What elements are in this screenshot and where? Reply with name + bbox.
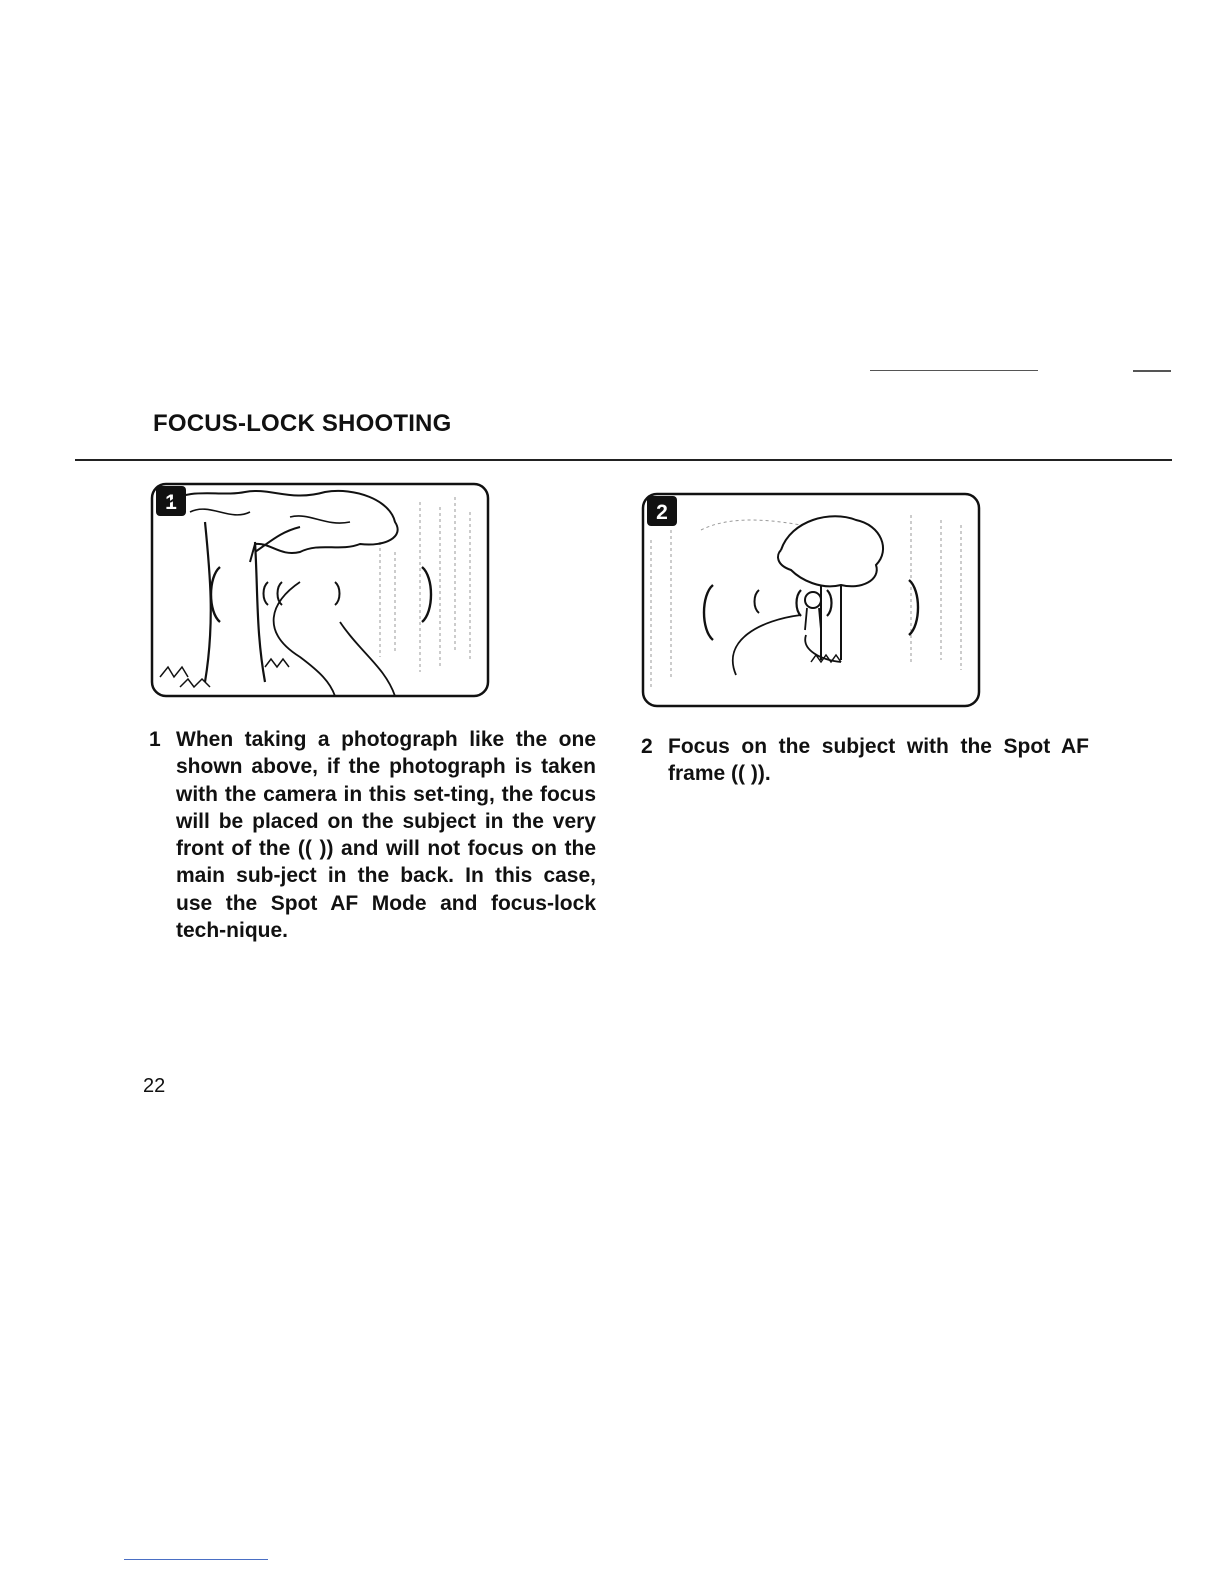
figure-1-illustration [150,482,492,704]
figure-2-illustration [641,490,983,716]
top-decorative-line [870,370,1038,371]
figure-2-badge-number: 2 [656,501,668,524]
top-decorative-dash [1133,370,1171,372]
step-1-text: When taking a photograph like the one shown above, if the photograph is taken with the camera in this set-ting, the focus will be placed on the subject in the very front of the (( )) and will not focus on the main sub-ject in the back. In this case, use the Spot AF Mode and focus-lock tech-nique. [176,728,596,943]
step-1-number: 1 [149,728,161,751]
figure-1-badge-number: 1 [165,491,177,514]
page-number: 22 [143,1075,166,1097]
header-rule [75,459,1172,461]
page-title: FOCUS-LOCK SHOOTING [153,410,452,437]
step-2-text: Focus on the subject with the Spot AF frame (( )). [668,735,1089,786]
figure-2-svg [641,490,983,716]
figure-1-svg [150,482,492,704]
step-2-number: 2 [641,735,653,758]
bottom-accent-line [124,1559,268,1560]
